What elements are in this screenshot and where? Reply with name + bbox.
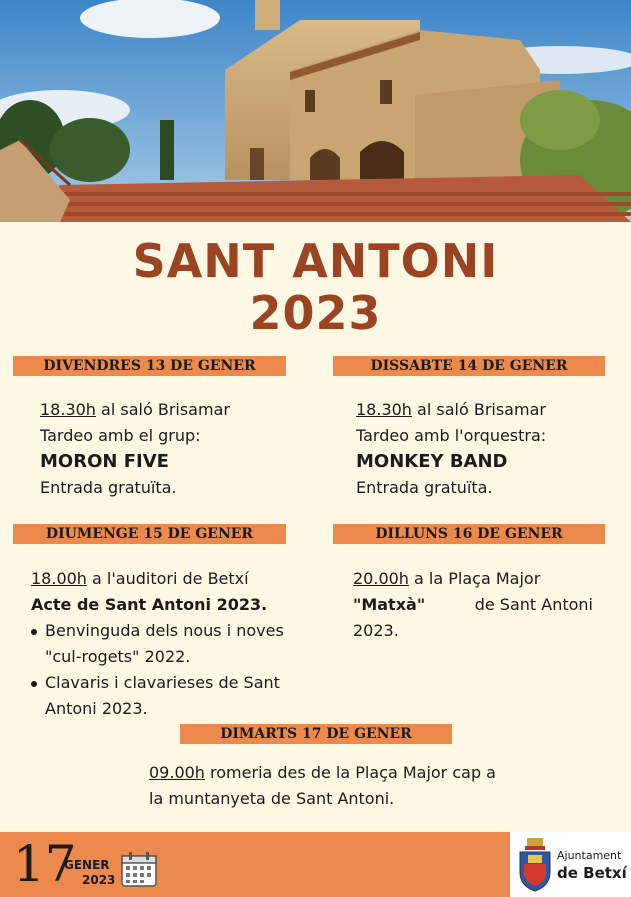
logo-text-line2: de Betxí bbox=[557, 864, 627, 882]
event-description: de Sant Antoni bbox=[474, 595, 593, 614]
logo-text-line1: Ajuntament bbox=[557, 849, 622, 862]
day-header-tuesday: DIMARTS 17 DE GENER bbox=[180, 724, 452, 744]
list-item-text: Clavaris i clavarieses de Sant Antoni 2023. bbox=[45, 673, 280, 718]
event-friday bbox=[40, 397, 310, 501]
event-saturday bbox=[356, 397, 616, 501]
event-monday bbox=[353, 566, 593, 644]
day-header-monday: DILLUNS 16 DE GENER bbox=[333, 524, 605, 544]
calendar-icon bbox=[120, 850, 158, 888]
day-header-sunday: DIUMENGE 15 DE GENER bbox=[13, 524, 286, 544]
event-description: Tardeo amb el grup: bbox=[40, 426, 201, 445]
event-act-name: "Matxà" bbox=[353, 595, 426, 614]
event-tuesday-line1 bbox=[149, 760, 569, 786]
event-time: 18.30h bbox=[40, 400, 96, 419]
event-friday-line1 bbox=[40, 397, 310, 423]
day-header-friday: DIVENDRES 13 DE GENER bbox=[13, 356, 286, 376]
event-time: 09.00h bbox=[149, 763, 205, 782]
event-location: al saló Brisamar bbox=[95, 400, 230, 419]
event-act-name: MONKEY BAND bbox=[356, 451, 508, 472]
event-sunday bbox=[31, 566, 316, 722]
event-saturday-line1 bbox=[356, 397, 616, 423]
page-title-year: 2023 bbox=[249, 286, 382, 340]
event-location: a l'auditori de Betxí bbox=[86, 569, 249, 588]
bullet-icon bbox=[31, 681, 37, 687]
event-description-year: 2023. bbox=[353, 621, 399, 640]
list-item bbox=[45, 670, 316, 722]
coat-of-arms-icon bbox=[518, 838, 552, 892]
list-item bbox=[45, 618, 316, 670]
event-location: romeria des de la Plaça Major cap a bbox=[204, 763, 496, 782]
page-title: SANT ANTONI bbox=[132, 234, 499, 288]
event-entry-note: Entrada gratuïta. bbox=[356, 478, 493, 497]
event-entry-note: Entrada gratuïta. bbox=[40, 478, 177, 497]
list-item-text: Benvinguda dels nous i noves "cul-rogets" 2022. bbox=[45, 621, 284, 666]
footer-month: GENER bbox=[64, 858, 110, 872]
hero-photo-hermitage bbox=[0, 0, 631, 222]
event-tuesday bbox=[149, 760, 569, 812]
footer-day: 17 bbox=[13, 835, 77, 893]
event-monday-line1 bbox=[353, 566, 593, 592]
event-description: Tardeo amb l'orquestra: bbox=[356, 426, 547, 445]
footer-year: 2023 bbox=[82, 873, 116, 887]
event-time: 20.00h bbox=[353, 569, 409, 588]
event-location: a la Plaça Major bbox=[408, 569, 541, 588]
event-time: 18.00h bbox=[31, 569, 87, 588]
event-description: Acte de Sant Antoni 2023. bbox=[31, 595, 268, 614]
event-location: al saló Brisamar bbox=[411, 400, 546, 419]
event-act-name: MORON FIVE bbox=[40, 451, 169, 472]
event-time: 18.30h bbox=[356, 400, 412, 419]
bullet-icon bbox=[31, 629, 37, 635]
event-description: la muntanyeta de Sant Antoni. bbox=[149, 789, 395, 808]
event-monday-line2 bbox=[353, 592, 593, 618]
event-bullet-list bbox=[31, 618, 316, 722]
event-sunday-line1 bbox=[31, 566, 316, 592]
day-header-saturday: DISSABTE 14 DE GENER bbox=[333, 356, 605, 376]
